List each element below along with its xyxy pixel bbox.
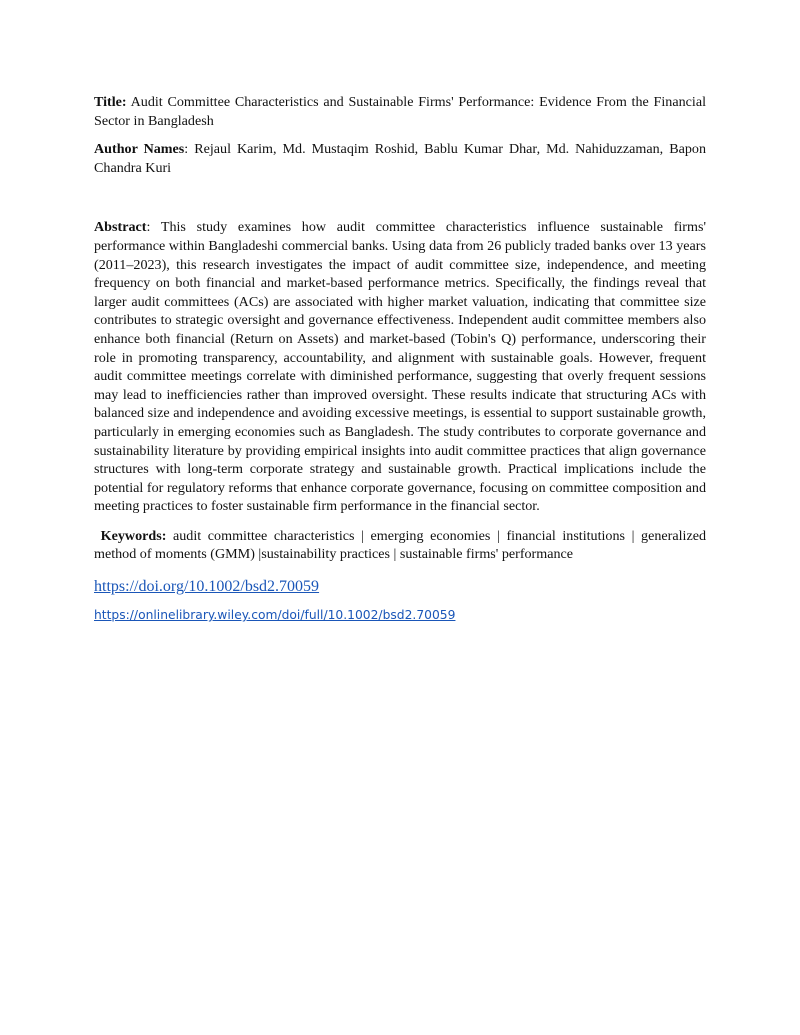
doi-paragraph — [94, 577, 706, 597]
document-body — [94, 93, 706, 623]
keywords-paragraph — [94, 527, 706, 564]
doi-link[interactable]: https://doi.org/10.1002/bsd2.70059 — [94, 578, 320, 596]
abstract-label: Abstract — [94, 219, 147, 236]
keywords-label: Keywords: — [100, 527, 167, 544]
abstract-paragraph — [94, 218, 706, 516]
title-text: Audit Committee Characteristics and Sustainable Firms' Performance: Evidence From the Financial Sector in Bangladesh — [94, 94, 706, 129]
keywords-text: audit committee characteristics | emerging economies | financial institutions | generalized method of moments (GMM) |sustainability practices | sustainable firms' performance — [94, 527, 706, 563]
authors-label: Author Names — [94, 141, 185, 158]
abstract-text: : This study examines how audit committee characteristics influence sustainable firms' performance within Bangladeshi commercial banks. Using data from 26 publicly traded banks over 13 years (2011–2023), this research investigates the impact of audit committee size, independence, and meeting frequency on both financial and market-based performance metrics. Specifically, the findings reveal that larger audit committees (ACs) are associated with higher market valuation, indicating that committee size contributes to strategic oversight and governance effectiveness. Independent audit committee members also enhance both financial (Return on Assets) and market-based (Tobin's Q) performance, underscoring their role in promoting transparency, accountability, and alignment with sustainable goals. However, frequent audit committee meetings correlate with diminished performance, suggesting that overly frequent sessions may lead to inefficiencies rather than improved oversight. These results indicate that structuring ACs with balanced size and independence and avoiding excessive meetings, is essential to support sustainable growth, particularly in emerging economies such as Bangladesh. The study contributes to corporate governance and sustainability literature by providing empirical insights into audit committee practices that align governance structures with long-term corporate strategy and sustainable growth. Practical implications include the potential for regulatory reforms that enhance corporate governance, focusing on committee composition and meeting practices to foster sustainable firm performance in the financial sector. — [94, 219, 706, 515]
authors-text: : Rejaul Karim, Md. Mustaqim Roshid, Bablu Kumar Dhar, Md. Nahiduzzaman, Bapon Chandra Kuri — [94, 141, 706, 176]
wiley-paragraph — [94, 607, 706, 623]
title-paragraph — [94, 93, 706, 130]
wiley-link[interactable]: https://onlinelibrary.wiley.com/doi/full/10.1002/bsd2.70059 — [94, 608, 456, 623]
authors-paragraph — [94, 140, 706, 177]
title-label: Title: — [94, 94, 127, 110]
